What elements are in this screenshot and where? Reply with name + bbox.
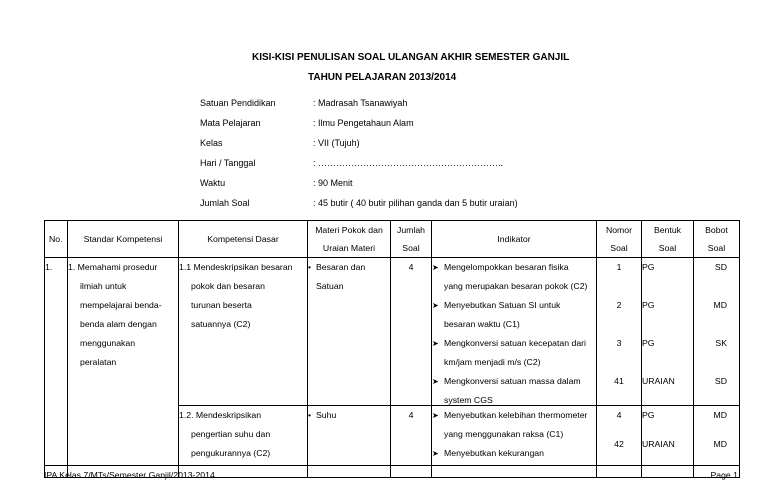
bullet-icon: • (308, 262, 312, 272)
indikator-line: yang menggunakan raksa (C1) (444, 429, 564, 439)
nomor-value: 41 (614, 376, 624, 386)
arrow-bullet-icon: ➤ (432, 339, 439, 348)
indikator-line (432, 258, 596, 277)
footer-left-text: IPA Kelas 7/MTs/Semester Ganjil/2013-2014 (44, 470, 215, 480)
materi-line (308, 258, 390, 277)
header-jumlah-line1: Jumlah (396, 225, 425, 235)
sk-line: menggunakan (80, 338, 136, 348)
bentuk-value: URAIAN (642, 439, 675, 449)
meta-label: Kelas (200, 138, 223, 148)
meta-label: Waktu (200, 178, 226, 188)
indikator-text: Mengelompokkan besaran fisika (444, 262, 569, 272)
kd-line: satuannya (C2) (191, 319, 251, 329)
bentuk-value: PG (642, 300, 655, 310)
header-bentuk (642, 221, 694, 258)
indikator-line (432, 296, 596, 315)
meta-label: Satuan Pendidikan (200, 98, 276, 108)
meta-value: : Madrasah Tsanawiyah (313, 98, 408, 108)
materi-line (308, 406, 390, 425)
header-nomor-line2: Soal (610, 243, 628, 253)
materi-cell (308, 258, 391, 406)
meta-label: Mata Pelajaran (200, 118, 261, 128)
kd-line: 1.1 Mendeskripsikan besaran (179, 262, 293, 272)
sk-line: peralatan (80, 357, 117, 367)
bobot-cell (694, 406, 740, 478)
indikator-line: system CGS (444, 395, 493, 405)
standar-kompetensi-cell (68, 258, 179, 478)
header-materi-line2: Uraian Materi (322, 243, 376, 253)
document-title: KISI-KISI PENULISAN SOAL ULANGAN AKHIR SEMESTER GANJIL (252, 52, 570, 63)
kd-line: turunan beserta (191, 300, 252, 310)
header-jumlah-line2: Soal (402, 243, 420, 253)
meta-value: : 90 Menit (313, 178, 353, 188)
indikator-line (432, 406, 596, 425)
indikator-cell (432, 258, 597, 406)
indikator-text: Menyebutkan kelebihan thermometer (444, 410, 588, 420)
kompetensi-dasar-cell (179, 258, 308, 406)
header-bentuk-line1: Bentuk (653, 225, 682, 235)
bentuk-cell (642, 258, 694, 406)
kompetensi-dasar-cell (179, 406, 308, 478)
sk-line: mempelajarai benda- (80, 300, 162, 310)
materi-cell (308, 406, 391, 478)
bentuk-value: PG (642, 262, 655, 272)
header-indikator: Indikator (432, 221, 597, 258)
header-bentuk-line2: Soal (658, 243, 677, 253)
indikator-text: Menyebutkan Satuan SI untuk (444, 300, 561, 310)
jumlah-cell (391, 258, 432, 406)
materi-text: Besaran dan (316, 262, 366, 272)
header-materi (308, 221, 391, 258)
row-no (45, 258, 68, 478)
sk-line: ilmiah untuk (80, 281, 127, 291)
nomor-value: 42 (614, 439, 624, 449)
header-standar-kompetensi: Standar Kompetensi (68, 221, 179, 258)
nomor-value: 3 (616, 338, 622, 348)
bentuk-value: URAIAN (642, 376, 675, 386)
indikator-text: Mengkonversi satuan massa dalam (444, 376, 581, 386)
meta-value: : VII (Tujuh) (313, 138, 360, 148)
table-row (45, 258, 740, 406)
bentuk-cell (642, 406, 694, 478)
header-no: No. (45, 221, 68, 258)
jumlah-cell (391, 406, 432, 478)
sk-line: 1. Memahami prosedur (68, 262, 158, 272)
header-bobot (694, 221, 740, 258)
meta-value: : Ilmu Pengetahaun Alam (313, 118, 414, 128)
bobot-value: MD (713, 300, 727, 310)
indikator-text: Mengkonversi satuan kecepatan dari (444, 338, 586, 348)
nomor-value: 1 (616, 262, 622, 272)
indikator-line (432, 334, 596, 353)
bullet-icon: • (308, 410, 312, 420)
indikator-line: km/jam menjadi m/s (C2) (444, 357, 541, 367)
bobot-cell (694, 258, 740, 406)
bentuk-value: PG (642, 410, 655, 420)
indikator-line: yang merupakan besaran pokok (C2) (444, 281, 588, 291)
meta-label: Hari / Tanggal (200, 158, 256, 168)
bobot-value: MD (713, 439, 727, 449)
table-header-row (45, 221, 740, 258)
nomor-value: 4 (616, 410, 622, 420)
header-materi-line1: Materi Pokok dan (315, 225, 383, 235)
bobot-value: MD (713, 410, 727, 420)
indikator-line (432, 444, 596, 463)
indikator-line: besaran waktu (C1) (444, 319, 520, 329)
header-nomor (597, 221, 642, 258)
nomor-cell (597, 258, 642, 406)
arrow-bullet-icon: ➤ (432, 411, 439, 420)
indikator-cell (432, 406, 597, 478)
header-bobot-line2: Soal (707, 243, 726, 253)
bobot-value: SD (714, 376, 727, 386)
nomor-cell (597, 406, 642, 478)
arrow-bullet-icon: ➤ (432, 377, 439, 386)
arrow-bullet-icon: ➤ (432, 449, 439, 458)
jumlah-value: 4 (408, 410, 414, 420)
footer-page-number: Page 1 (710, 470, 738, 480)
meta-value: : …………………………………………………….. (313, 158, 504, 168)
arrow-bullet-icon: ➤ (432, 263, 439, 272)
kisi-kisi-table (44, 220, 740, 478)
jumlah-value: 4 (408, 262, 414, 272)
header-nomor-line1: Nomor (605, 225, 633, 235)
nomor-value: 2 (616, 300, 622, 310)
bentuk-value: PG (642, 338, 655, 348)
materi-text: Suhu (316, 410, 337, 420)
materi-line: Satuan (316, 281, 344, 291)
document-subtitle: TAHUN PELAJARAN 2013/2014 (308, 72, 457, 83)
bobot-value: SD (714, 262, 727, 272)
kd-line: pokok dan besaran (191, 281, 265, 291)
footer-divider (44, 465, 739, 466)
arrow-bullet-icon: ➤ (432, 301, 439, 310)
indikator-line (432, 372, 596, 391)
header-kompetensi-dasar: Kompetensi Dasar (179, 221, 308, 258)
row-no-text: 1. (45, 262, 53, 272)
header-bobot-line1: Bobot (705, 225, 728, 235)
kd-line: 1.2. Mendeskripsikan (179, 410, 262, 420)
kd-line: pengertian suhu dan (191, 429, 271, 439)
header-jumlah (391, 221, 432, 258)
kd-line: pengukurannya (C2) (191, 448, 271, 458)
indikator-text: Menyebutkan kekurangan (444, 448, 544, 458)
meta-value: : 45 butir ( 40 butir pilihan ganda dan 5 butir uraian) (313, 198, 518, 208)
sk-line: benda alam dengan (80, 319, 157, 329)
meta-label: Jumlah Soal (200, 198, 250, 208)
bobot-value: SK (715, 338, 727, 348)
